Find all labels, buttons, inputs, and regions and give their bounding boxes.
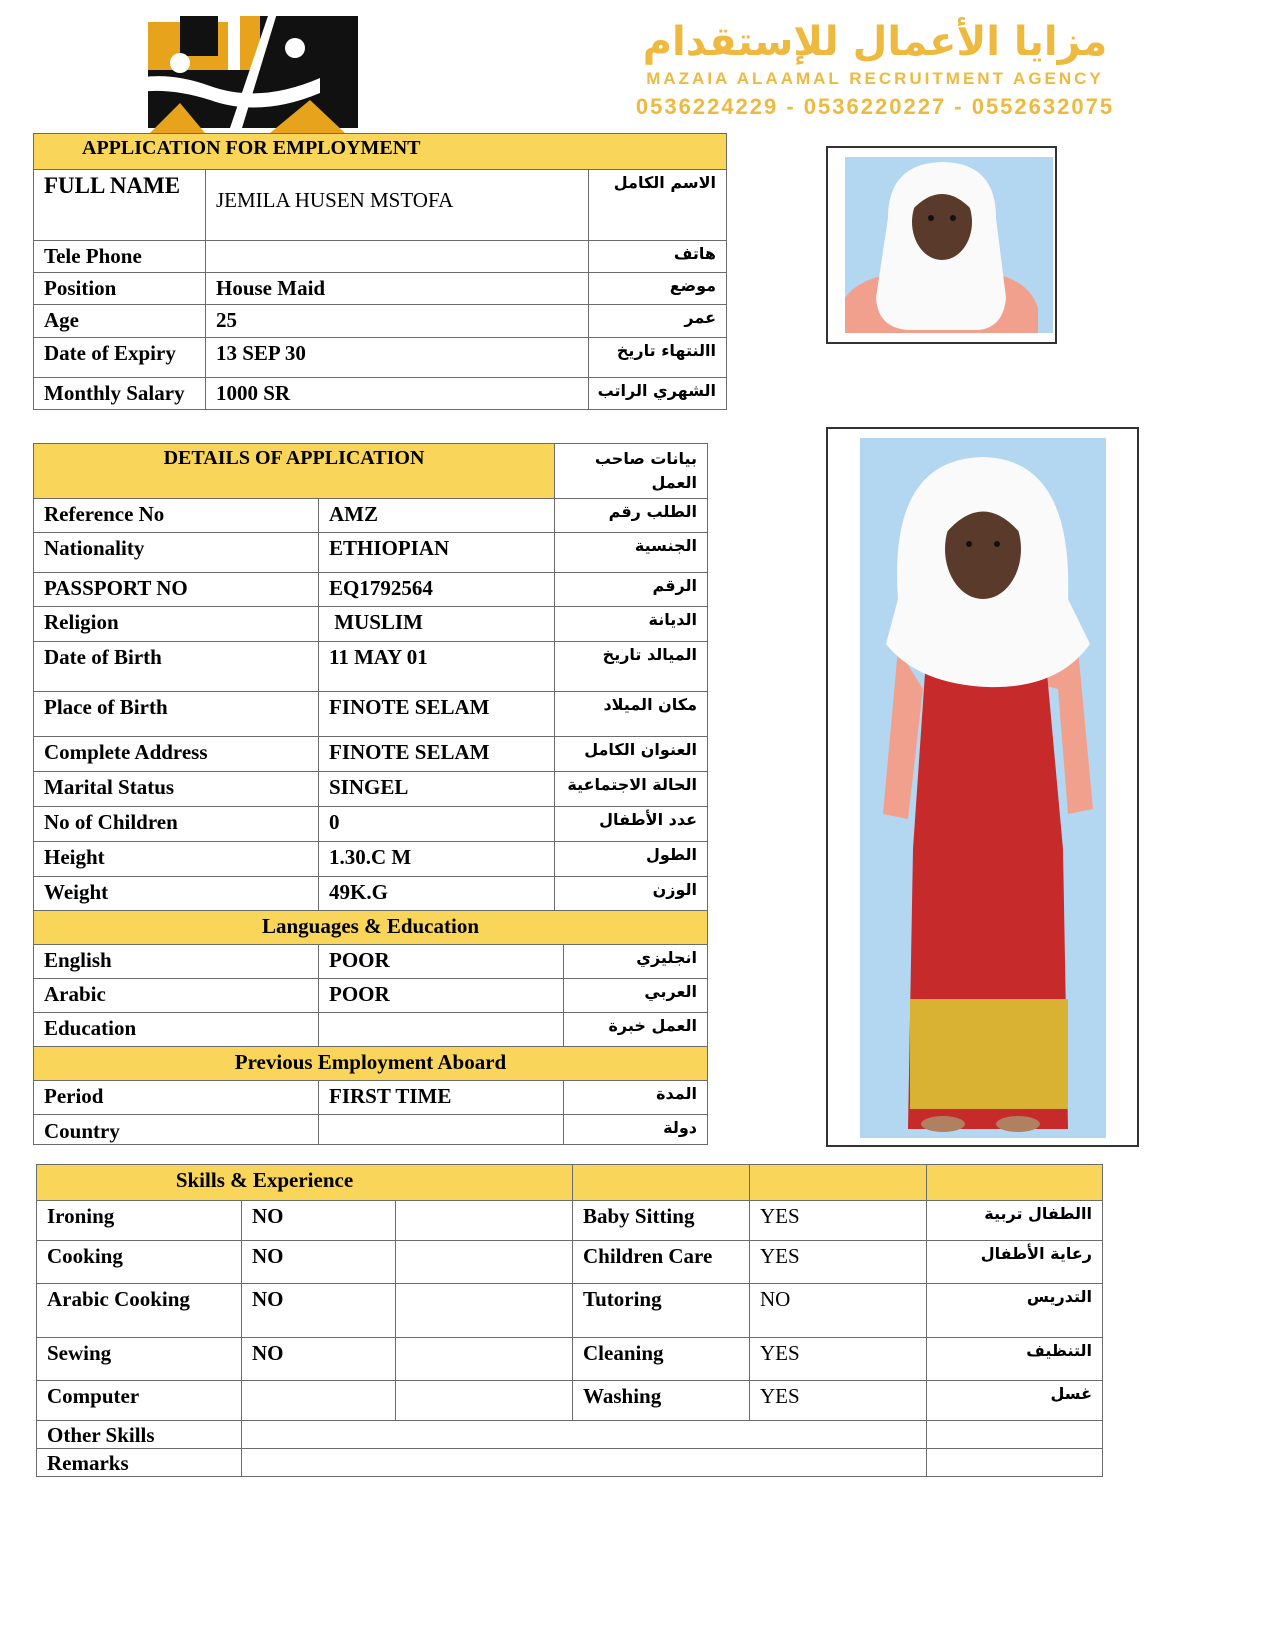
full-name-value: JEMILA HUSEN MSTOFA [206,170,589,241]
skill-label: Sewing [37,1338,242,1381]
portrait-photo-frame [826,146,1057,344]
skill-label: Computer [37,1381,242,1421]
application-title: APPLICATION FOR EMPLOYMENT [34,134,727,170]
full-name-arabic: الاسم الكامل [589,170,727,241]
remarks-value [242,1449,927,1477]
religion-label: Religion [34,607,319,642]
period-label: Period [34,1081,319,1115]
education-label: Education [34,1013,319,1047]
agency-banner [545,18,1205,126]
skill-label: Ironing [37,1201,242,1241]
reference-arabic: الطلب رقم [555,499,708,533]
skill-value: NO [750,1284,927,1338]
reference-value: AMZ [319,499,555,533]
skill-arabic: رعاية الأطفال [927,1241,1103,1284]
weight-value: 49K.G [319,877,555,911]
skill-value: NO [242,1201,396,1241]
other-skills-extra [927,1421,1103,1449]
skills-table [36,1164,1103,1477]
agency-english-name: MAZAIA ALAAMAL RECRUITMENT AGENCY [646,69,1104,88]
nationality-arabic: الجنسية [555,533,708,573]
skill-value: NO [242,1241,396,1284]
passport-label: PASSPORT NO [34,573,319,607]
period-arabic: المدة [564,1081,708,1115]
skill-label: Arabic Cooking [37,1284,242,1338]
height-label: Height [34,842,319,877]
application-table [33,133,727,410]
country-label: Country [34,1115,319,1145]
agency-logo [120,8,375,133]
skill-empty-cell [396,1201,573,1241]
pob-label: Place of Birth [34,692,319,737]
full-name-label: FULL NAME [34,170,206,241]
passport-value: EQ1792564 [319,573,555,607]
telephone-arabic: هاتف [589,241,727,273]
reference-label: Reference No [34,499,319,533]
skill-arabic: التدريس [927,1284,1103,1338]
expiry-value: 13 SEP 30 [206,338,589,378]
full-body-photo-frame [826,427,1139,1147]
skill-arabic: االطفال تربية [927,1201,1103,1241]
skill-label: Baby Sitting [573,1201,750,1241]
portrait-photo [828,148,1055,342]
english-value: POOR [319,945,564,979]
telephone-label: Tele Phone [34,241,206,273]
skill-value: YES [750,1241,927,1284]
skill-arabic: غسل [927,1381,1103,1421]
height-arabic: الطول [555,842,708,877]
skill-arabic: التنظيف [927,1338,1103,1381]
skill-label: Tutoring [573,1284,750,1338]
dob-arabic: الميالد تاريخ [555,642,708,692]
religion-arabic: الديانة [555,607,708,642]
salary-arabic: الشهري الراتب [589,378,727,410]
other-skills-value [242,1421,927,1449]
height-value: 1.30.C M [319,842,555,877]
arabic-label: Arabic [34,979,319,1013]
nationality-value: ETHIOPIAN [319,533,555,573]
skill-label: Cleaning [573,1338,750,1381]
pob-value: FINOTE SELAM [319,692,555,737]
expiry-label: Date of Expiry [34,338,206,378]
religion-value: MUSLIM [319,607,555,642]
passport-arabic: الرقم [555,573,708,607]
country-value [319,1115,564,1145]
skill-label: Cooking [37,1241,242,1284]
skill-empty-cell [396,1241,573,1284]
skill-value: YES [750,1338,927,1381]
address-arabic: العنوان الكامل [555,737,708,772]
marital-label: Marital Status [34,772,319,807]
marital-value: SINGEL [319,772,555,807]
remarks-label: Remarks [37,1449,242,1477]
weight-label: Weight [34,877,319,911]
skills-title: Skills & Experience [37,1165,573,1201]
pob-arabic: مكان الميلاد [555,692,708,737]
education-arabic: العمل خبرة [564,1013,708,1047]
weight-arabic: الوزن [555,877,708,911]
position-arabic: موضع [589,273,727,305]
other-skills-label: Other Skills [37,1421,242,1449]
agency-phones: 0536224229 - 0536220227 - 0552632075 [635,94,1115,119]
english-arabic: انجليزي [564,945,708,979]
arabic-value: POOR [319,979,564,1013]
telephone-value [206,241,589,273]
address-value: FINOTE SELAM [319,737,555,772]
previous-employment-title: Previous Employment Aboard [34,1047,708,1081]
skill-value: YES [750,1381,927,1421]
period-value: FIRST TIME [319,1081,564,1115]
salary-value: 1000 SR [206,378,589,410]
skill-value [242,1381,396,1421]
children-arabic: عدد الأطفال [555,807,708,842]
nationality-label: Nationality [34,533,319,573]
remarks-extra [927,1449,1103,1477]
details-table [33,443,708,1145]
skill-value: NO [242,1338,396,1381]
age-value: 25 [206,305,589,338]
full-body-photo [828,429,1137,1145]
skill-value: NO [242,1284,396,1338]
english-label: English [34,945,319,979]
skill-label: Washing [573,1381,750,1421]
expiry-arabic: االنتهاء تاريخ [589,338,727,378]
skills-header-cell [750,1165,927,1201]
age-arabic: عمر [589,305,727,338]
details-title-arabic: بيانات صاحب العمل [555,444,708,499]
skills-header-cell [927,1165,1103,1201]
salary-label: Monthly Salary [34,378,206,410]
education-value [319,1013,564,1047]
dob-value: 11 MAY 01 [319,642,555,692]
skill-empty-cell [396,1284,573,1338]
details-title: DETAILS OF APPLICATION [34,444,555,499]
languages-title: Languages & Education [34,911,708,945]
address-label: Complete Address [34,737,319,772]
marital-arabic: الحالة الاجتماعية [555,772,708,807]
agency-arabic-name: مزايا الأعمال للإستقدام [642,19,1108,65]
skill-label: Children Care [573,1241,750,1284]
position-value: House Maid [206,273,589,305]
dob-label: Date of Birth [34,642,319,692]
arabic-arabic: العربي [564,979,708,1013]
skill-empty-cell [396,1338,573,1381]
skills-header-cell [573,1165,750,1201]
skill-empty-cell [396,1381,573,1421]
age-label: Age [34,305,206,338]
country-arabic: دولة [564,1115,708,1145]
skill-value: YES [750,1201,927,1241]
position-label: Position [34,273,206,305]
children-label: No of Children [34,807,319,842]
children-value: 0 [319,807,555,842]
